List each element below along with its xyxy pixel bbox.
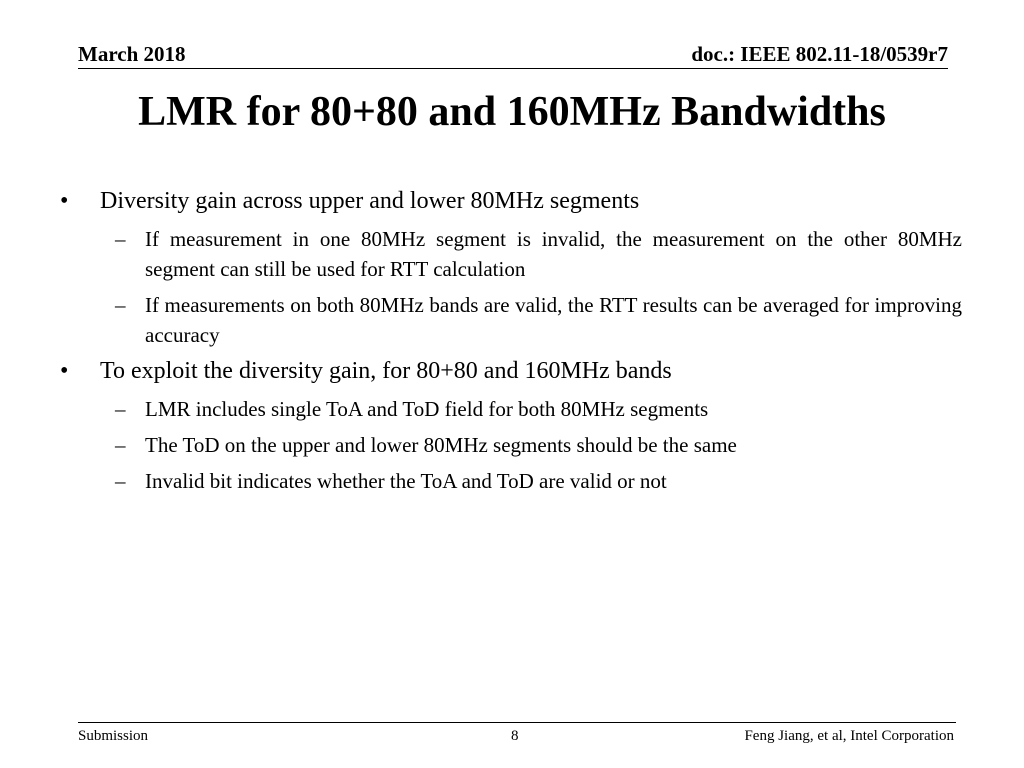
dash-icon: – [115, 397, 126, 421]
sub-bullet-item [115, 290, 962, 350]
footer-divider [78, 722, 956, 723]
page-number: 8 [511, 728, 519, 744]
bullet-item [60, 356, 962, 386]
footer-submission: Submission [78, 728, 149, 744]
sub-bullet-text: If measurements on both 80MHz bands are valid, the RTT results can be averaged for improving accuracy [145, 293, 962, 347]
sub-bullet-text: If measurement in one 80MHz segment is invalid, the measurement on the other 80MHz segment can still be used for RTT calculation [145, 227, 962, 281]
dash-icon: – [115, 469, 126, 493]
sub-bullet-item [115, 466, 962, 496]
header-divider [78, 68, 948, 69]
bullet-item [60, 186, 962, 216]
bullet-text: To exploit the diversity gain, for 80+80 and 160MHz bands [100, 358, 672, 384]
sub-bullet-text: LMR includes single ToA and ToD field for both 80MHz segments [145, 397, 709, 421]
sub-bullet-text: The ToD on the upper and lower 80MHz segments should be the same [145, 433, 737, 457]
bullet-text: Diversity gain across upper and lower 80MHz segments [100, 188, 640, 214]
header-doc-id: doc.: IEEE 802.11-18/0539r7 [691, 42, 948, 66]
bullet-icon: • [60, 358, 69, 384]
dash-icon: – [115, 227, 126, 251]
header-date: March 2018 [78, 42, 186, 66]
footer-author: Feng Jiang, et al, Intel Corporation [744, 728, 954, 744]
sub-bullet-item [115, 430, 962, 460]
sub-bullet-text: Invalid bit indicates whether the ToA and ToD are valid or not [145, 469, 667, 493]
bullet-list [60, 186, 962, 502]
slide-title: LMR for 80+80 and 160MHz Bandwidths [138, 89, 886, 135]
sub-bullet-item [115, 224, 962, 284]
dash-icon: – [115, 293, 126, 317]
sub-bullet-item [115, 394, 962, 424]
dash-icon: – [115, 433, 126, 457]
bullet-icon: • [60, 188, 69, 214]
